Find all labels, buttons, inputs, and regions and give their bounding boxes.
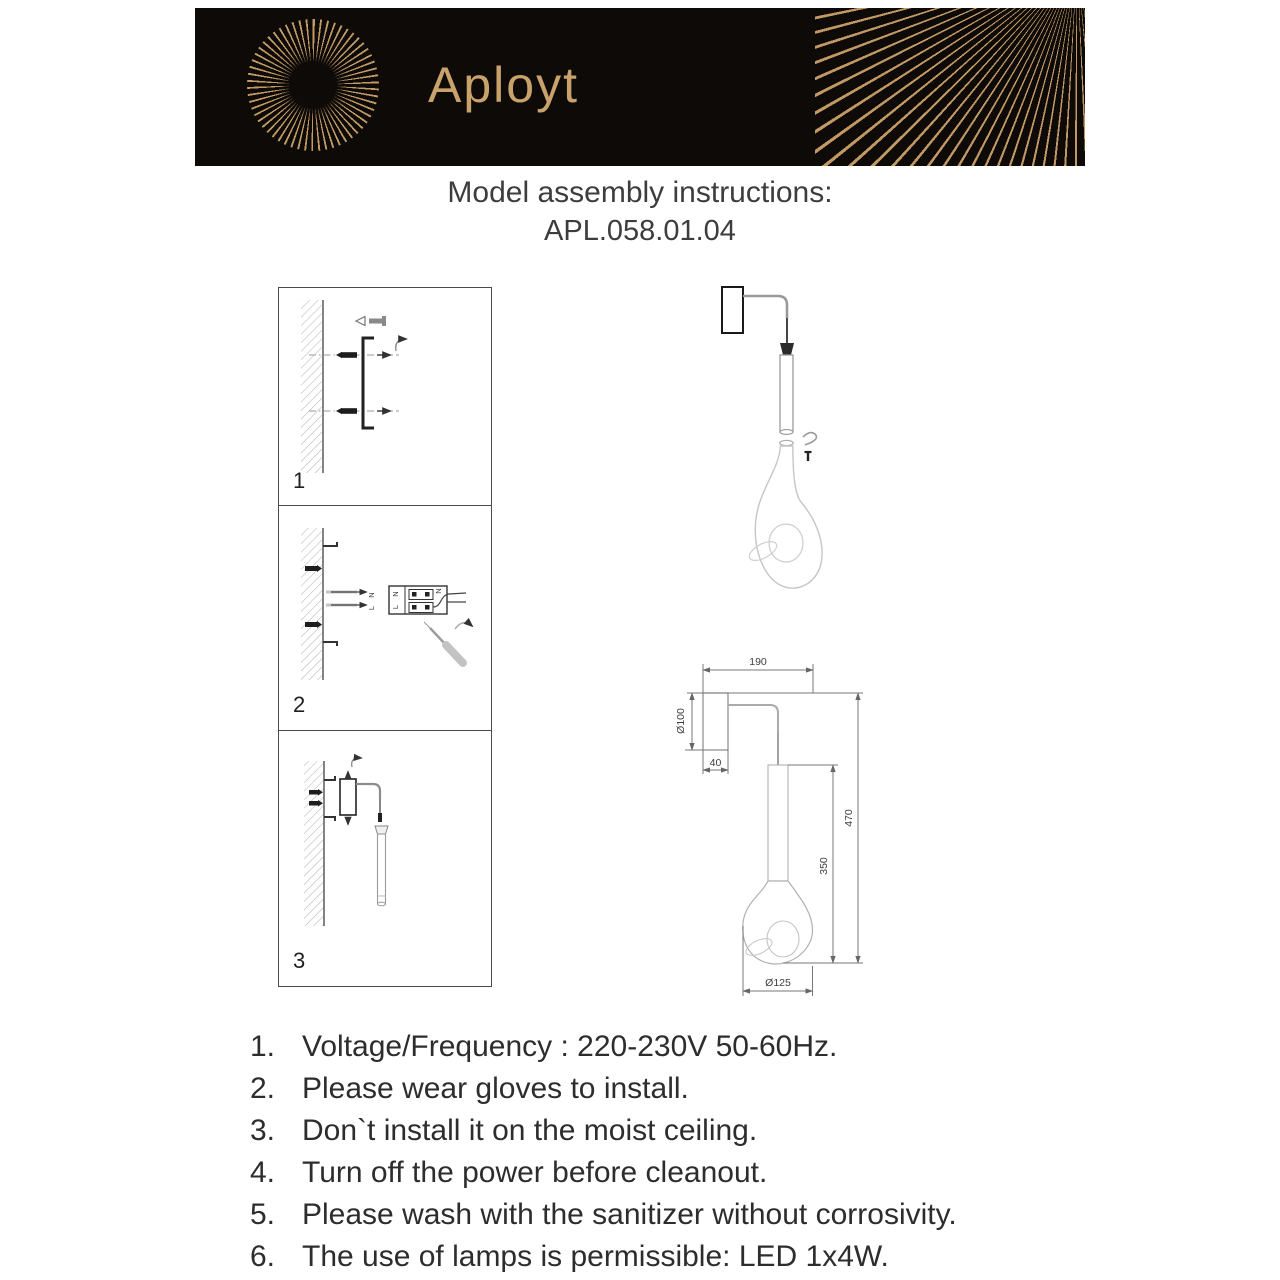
list-item — [250, 1068, 1080, 1110]
list-item — [250, 1110, 1080, 1152]
corner-rays-decoration — [815, 8, 1085, 166]
list-item — [250, 1026, 1080, 1068]
step-panel-3 — [278, 730, 492, 987]
step-number: 3 — [293, 947, 306, 973]
item-number: 1. — [250, 1030, 276, 1063]
dim-plate-depth: 40 — [709, 757, 722, 769]
brand-name: Aployt — [428, 57, 579, 113]
list-item — [250, 1194, 1080, 1236]
item-text: Please wash with the sanitizer without corrosivity. — [302, 1198, 957, 1231]
block-label-n: N — [391, 591, 400, 598]
item-number: 2. — [250, 1072, 276, 1105]
title-block — [0, 174, 1280, 250]
item-number: 3. — [250, 1114, 276, 1147]
item-text: Turn off the power before cleanout. — [302, 1156, 768, 1189]
block-label-l: L — [391, 605, 400, 610]
item-text: The use of lamps is permissible: LED 1x4W. — [302, 1240, 889, 1273]
item-text: Voltage/Frequency : 220-230V 50-60Hz. — [302, 1030, 838, 1063]
step-panel-1 — [278, 287, 492, 507]
brand-banner — [195, 8, 1085, 166]
lamp-overview-drawing — [700, 285, 860, 610]
mount-bracket-diagram — [279, 288, 493, 508]
list-item — [250, 1152, 1080, 1194]
page-title: Model assembly instructions: — [447, 176, 833, 209]
dim-plate-diameter: Ø100 — [675, 708, 687, 734]
item-number: 5. — [250, 1198, 276, 1231]
step-number: 1 — [293, 468, 306, 493]
step-panel-2 — [278, 505, 492, 731]
item-text: Don`t install it on the moist ceiling. — [302, 1114, 758, 1147]
instructions-list — [250, 1026, 1080, 1278]
step-number: 2 — [293, 692, 306, 718]
dim-pendant-height: 350 — [818, 857, 830, 875]
wiring-diagram — [279, 506, 493, 732]
dim-arm-width: 190 — [749, 656, 767, 668]
item-number: 4. — [250, 1156, 276, 1189]
item-text: Please wear gloves to install. — [302, 1072, 689, 1105]
list-item — [250, 1236, 1080, 1278]
dimension-drawing — [675, 648, 875, 1010]
model-number: APL.058.01.04 — [544, 215, 736, 247]
dim-shade-diameter: Ø125 — [765, 977, 791, 989]
attach-lamp-diagram — [279, 731, 493, 988]
incoming-wire-label-n: N — [434, 588, 443, 595]
dim-overall-height: 470 — [843, 809, 855, 827]
item-number: 6. — [250, 1240, 276, 1273]
wire-label-n: N — [367, 592, 376, 599]
sunburst-center — [289, 61, 337, 109]
assembly-steps — [278, 287, 492, 987]
wire-label-l: L — [367, 606, 376, 611]
